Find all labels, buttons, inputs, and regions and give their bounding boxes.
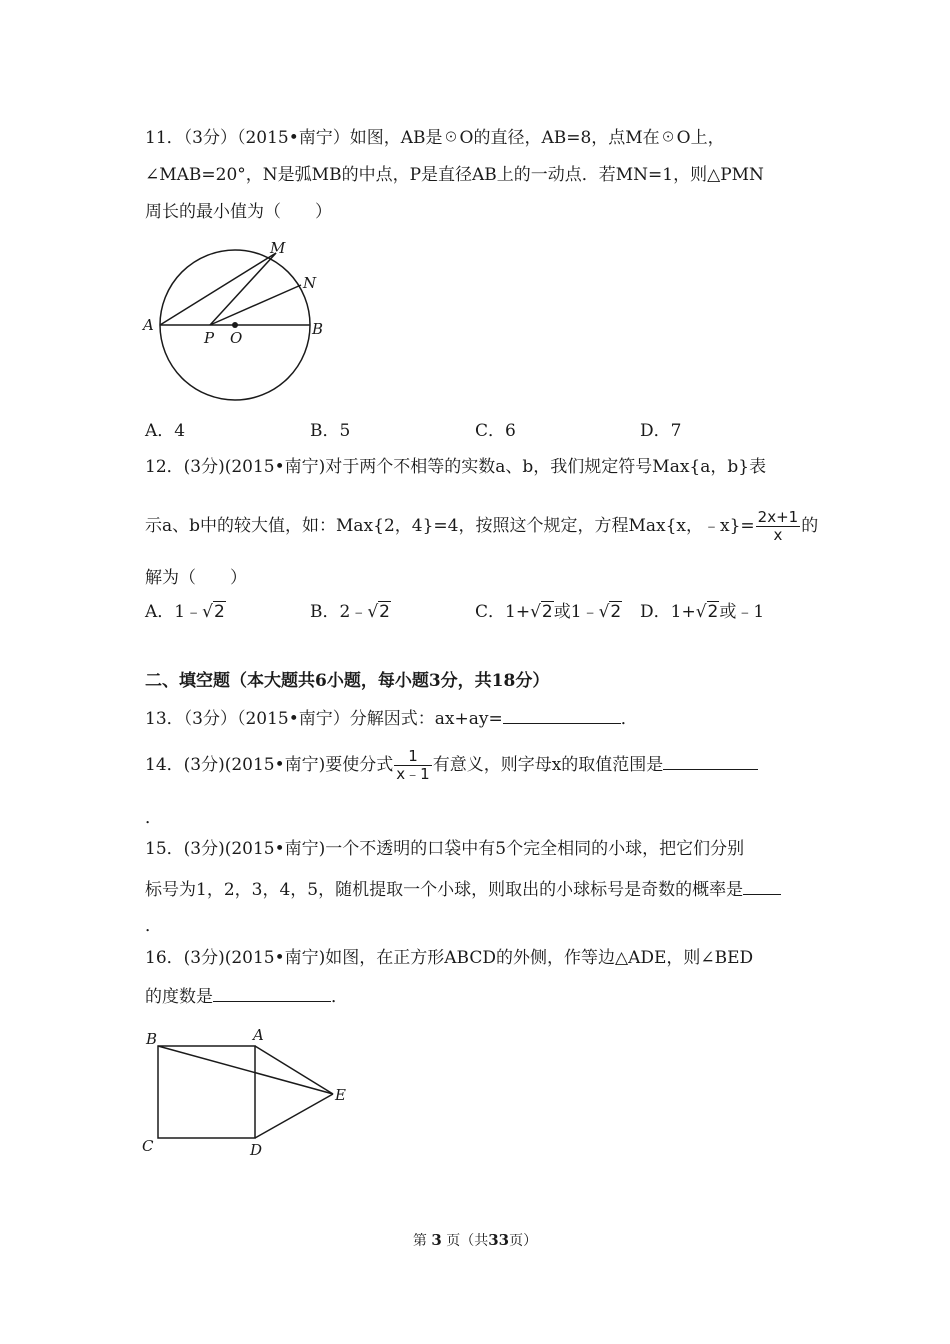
q14-line: 14．(3分)(2015•南宁)要使分式 $\frac{1}{x﹣1}$ 有意义，则字母x的取值范围是 <box>145 745 758 785</box>
label-o: O <box>230 329 243 347</box>
label-b: B <box>146 1030 158 1048</box>
answer-blank <box>743 876 781 895</box>
q12-line3: 解为（ ） <box>145 568 247 588</box>
label-p: P <box>204 329 215 347</box>
q16-line1: 16．(3分)(2015•南宁)如图，在正方形ABCD的外侧，作等边△ADE，则∠BED <box>145 948 754 968</box>
center-dot <box>232 322 238 328</box>
label-e: E <box>335 1086 346 1104</box>
page-total: 33 <box>488 1231 510 1249</box>
answer-blank <box>213 983 331 1002</box>
sqrt-symbol: √2 <box>367 602 390 622</box>
segment-am <box>160 253 276 325</box>
label-a: A <box>143 316 154 334</box>
q12-frac-den: x <box>773 526 783 544</box>
q11-line2: ∠MAB=20°，N是弧MB的中点，P是直径AB上的一动点．若MN=1，则△PMN <box>145 165 764 185</box>
q13-line: 13．（3分）（2015•南宁）分解因式：ax+ay= ． <box>145 705 638 731</box>
label-n: N <box>303 274 317 292</box>
page-footer: 第 3 页（共33页） <box>412 1231 538 1249</box>
q12-line2 <box>145 506 818 546</box>
segment-be <box>158 1046 333 1094</box>
sqrt-symbol: √2 <box>598 602 622 622</box>
q12-option-c: C．1+√2或1﹣√2 <box>475 602 622 622</box>
q11-option-b: B．5 <box>310 421 351 441</box>
q12-option-a: A．1﹣√2 <box>145 602 225 622</box>
sqrt-symbol: √2 <box>695 602 719 622</box>
label-a: A <box>253 1026 264 1044</box>
q11-circle-figure <box>140 235 340 405</box>
q11-line3: 周长的最小值为（ ） <box>145 202 332 222</box>
segment-de <box>255 1094 333 1138</box>
segment-ae <box>255 1046 333 1094</box>
sqrt-symbol: √2 <box>530 602 553 622</box>
q12-fraction <box>756 509 801 544</box>
q14-fraction <box>394 748 431 783</box>
segment-pn <box>210 285 301 325</box>
q11-line1: 11．（3分）（2015•南宁）如图，AB是☉O的直径，AB=8，点M在☉O上， <box>145 128 725 148</box>
section-heading: 二、填空题（本大题共6小题，每小题3分，共18分） <box>145 671 550 691</box>
q12-option-b: B．2﹣√2 <box>310 602 390 622</box>
q11-option-a: A．4 <box>145 421 186 441</box>
q16-line2: 的度数是 ． <box>145 983 348 1009</box>
q11-option-c: C．6 <box>475 421 516 441</box>
q11-option-d: D．7 <box>640 421 682 441</box>
q14-frac-num: 1 <box>394 748 431 766</box>
q15-line2: 标号为1，2，3，4，5，随机提取一个小球，则取出的小球标号是奇数的概率是 <box>145 876 781 902</box>
q16-square-figure <box>138 1022 358 1162</box>
q12-frac-num: 2x+1 <box>757 508 799 526</box>
page-number: 3 <box>431 1231 442 1249</box>
q12-option-d: D．1+√2或﹣1 <box>640 602 765 622</box>
label-b: B <box>312 320 324 338</box>
sqrt-symbol: √2 <box>202 602 225 622</box>
q15-end: ． <box>145 916 162 936</box>
q12-line2-pre: 示a、b中的较大值，如：Max{2，4}=4，按照这个规定，方程Max{x，﹣x}= <box>145 516 755 536</box>
q14-frac-den: x﹣1 <box>396 765 430 783</box>
segment-pm <box>210 253 276 325</box>
label-m: M <box>270 239 286 257</box>
q15-line1: 15．(3分)(2015•南宁)一个不透明的口袋中有5个完全相同的小球，把它们分别 <box>145 839 745 859</box>
q14-end: ． <box>145 808 162 828</box>
answer-blank <box>503 705 621 724</box>
q12-line2-post: 的 <box>801 516 819 536</box>
q12-line1: 12．(3分)(2015•南宁)对于两个不相等的实数a、b，我们规定符号Max{a，b}表 <box>145 457 767 477</box>
label-d: D <box>250 1141 263 1159</box>
label-c: C <box>142 1137 154 1155</box>
answer-blank <box>663 751 758 770</box>
